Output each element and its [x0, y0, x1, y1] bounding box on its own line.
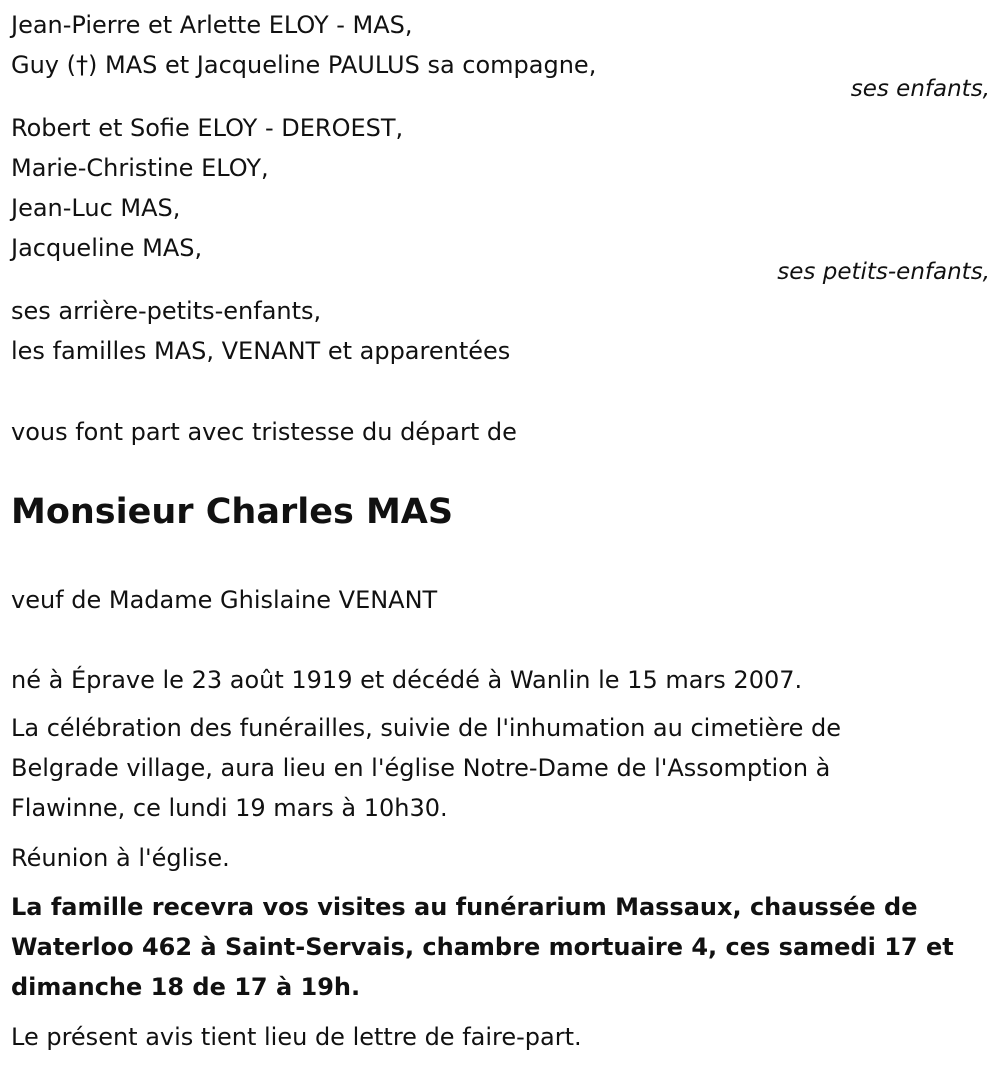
- grandchild-line-4: Jacqueline MAS,: [11, 234, 203, 262]
- grandchild-line-2: Marie-Christine ELOY,: [11, 154, 269, 182]
- birth-death-line: né à Éprave le 23 août 1919 et décédé à Wanlin le 15 mars 2007.: [11, 666, 803, 694]
- widower-line: veuf de Madame Ghislaine VENANT: [11, 586, 438, 614]
- deceased-name: Monsieur Charles MAS: [11, 492, 454, 532]
- grandchild-line-3: Jean-Luc MAS,: [11, 194, 181, 222]
- grandchild-line-1: Robert et Sofie ELOY - DEROEST,: [11, 114, 404, 142]
- closing-line: Le présent avis tient lieu de lettre de faire-part.: [11, 1023, 582, 1051]
- ceremony-paragraph: La célébration des funérailles, suivie de l'inhumation au cimetière de Belgrade village, aura lieu en l'église Notre-Dame de l'Assomption à Flawinne, ce lundi 19 mars à 10h30.: [11, 714, 842, 822]
- great-grandchildren-line: ses arrière-petits-enfants,: [11, 297, 322, 325]
- grandchildren-block: [11, 108, 403, 268]
- child-line-1: Jean-Pierre et Arlette ELOY - MAS,: [11, 11, 413, 39]
- visits-paragraph: La famille recevra vos visites au funérarium Massaux, chaussée de Waterloo 462 à Saint-Servais, chambre mortuaire 4, ces samedi 17 et dimanche 18 de 17 à 19h.: [11, 893, 954, 1001]
- child-line-2: Guy (†) MAS et Jacqueline PAULUS sa compagne,: [11, 51, 597, 79]
- grandchildren-label: ses petits-enfants,: [777, 259, 990, 285]
- meeting-line: Réunion à l'église.: [11, 844, 230, 872]
- others-block: [11, 291, 510, 371]
- announcement: vous font part avec tristesse du départ de: [11, 418, 517, 446]
- children-block: [11, 5, 596, 85]
- families-line: les familles MAS, VENANT et apparentées: [11, 337, 511, 365]
- children-label: ses enfants,: [850, 76, 990, 102]
